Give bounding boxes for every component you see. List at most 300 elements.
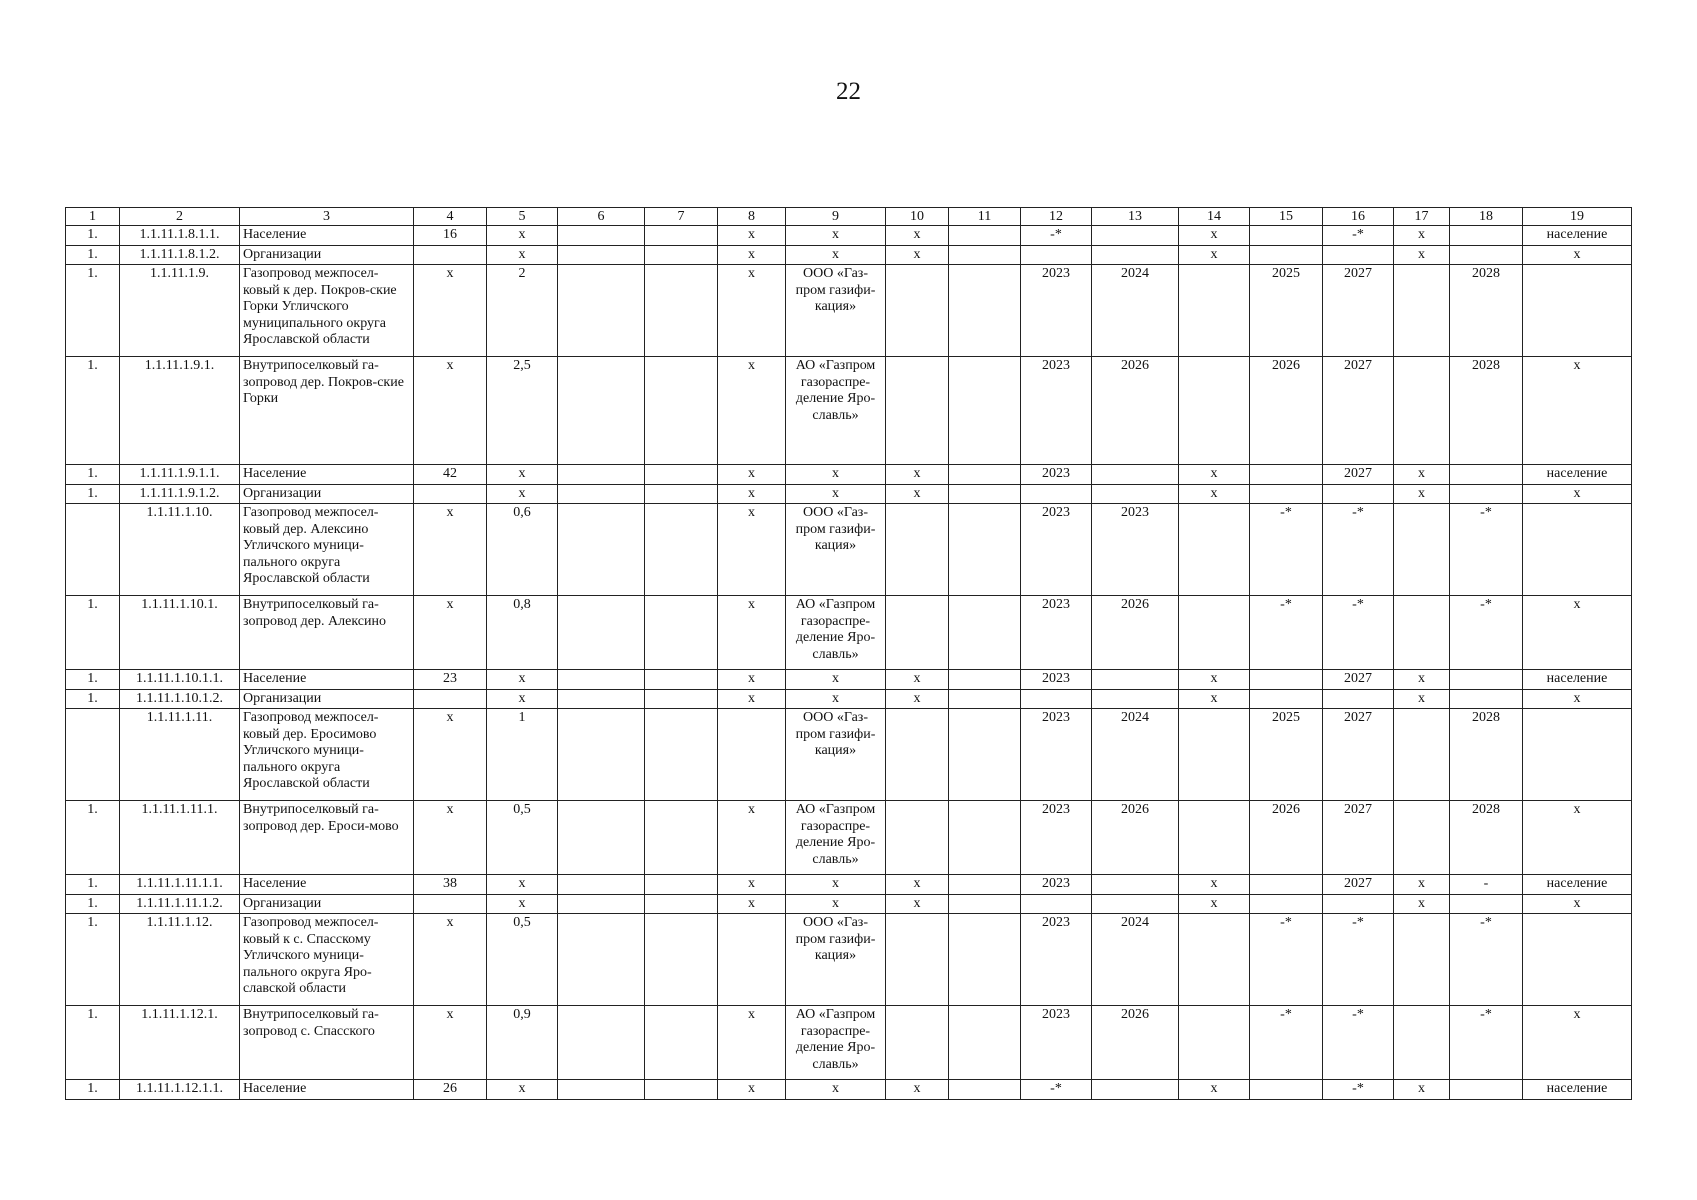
table-cell: х	[1394, 245, 1450, 265]
table-cell	[645, 596, 718, 670]
table-cell	[1450, 226, 1523, 246]
table-cell: население	[1523, 226, 1632, 246]
table-cell	[949, 670, 1021, 690]
table-cell: 1.	[66, 1080, 120, 1100]
table-cell: х	[1394, 465, 1450, 485]
table-cell: 1.	[66, 596, 120, 670]
table-cell: х	[718, 484, 786, 504]
table-cell	[558, 875, 645, 895]
table-cell: -*	[1450, 914, 1523, 1006]
column-number: 16	[1323, 208, 1394, 226]
table-cell: Газопровод межпосел-ковый дер. Еросимово Угличского муници-пального округа Ярославской области	[240, 709, 414, 801]
table-cell: х	[786, 875, 886, 895]
table-cell: 16	[414, 226, 487, 246]
table-cell: х	[1179, 226, 1250, 246]
table-cell	[1450, 245, 1523, 265]
table-cell: х	[786, 226, 886, 246]
table-cell	[558, 484, 645, 504]
table-cell: Организации	[240, 484, 414, 504]
table-cell: х	[886, 226, 949, 246]
table-cell: х	[1523, 1006, 1632, 1080]
table-row	[66, 801, 1632, 875]
table-cell	[645, 484, 718, 504]
table-cell: х	[1394, 484, 1450, 504]
table-cell	[1450, 484, 1523, 504]
column-number: 6	[558, 208, 645, 226]
table-cell	[1179, 265, 1250, 357]
table-cell: 1.1.11.1.11.1.2.	[120, 894, 240, 914]
table-cell: х	[718, 357, 786, 465]
table-row	[66, 1006, 1632, 1080]
column-number-row	[66, 208, 1632, 226]
table-cell	[645, 709, 718, 801]
table-row	[66, 245, 1632, 265]
table-cell: 2028	[1450, 265, 1523, 357]
table-cell: х	[1179, 1080, 1250, 1100]
table-cell: -*	[1021, 226, 1092, 246]
table-cell	[1179, 357, 1250, 465]
table-cell: 2023	[1021, 465, 1092, 485]
table-cell	[1394, 801, 1450, 875]
table-cell: 2026	[1250, 801, 1323, 875]
table-cell: 2027	[1323, 670, 1394, 690]
table-cell: 2027	[1323, 357, 1394, 465]
table-cell	[1450, 894, 1523, 914]
table-cell: Газопровод межпосел-ковый к дер. Покров-ские Горки Угличского муниципального округа Ярославской области	[240, 265, 414, 357]
table-cell: -*	[1450, 1006, 1523, 1080]
table-cell: 2026	[1092, 596, 1179, 670]
table-cell	[1523, 265, 1632, 357]
table-cell	[1179, 914, 1250, 1006]
table-cell: х	[1394, 689, 1450, 709]
table-cell	[949, 894, 1021, 914]
table-cell	[558, 914, 645, 1006]
table-cell: АО «Газпром газораспре-деление Яро-славль»	[786, 1006, 886, 1080]
table-cell: 1.	[66, 801, 120, 875]
table-cell: х	[487, 484, 558, 504]
table-row	[66, 504, 1632, 596]
table-cell	[718, 709, 786, 801]
table-cell	[645, 245, 718, 265]
table-cell: х	[1394, 226, 1450, 246]
table-cell: х	[718, 504, 786, 596]
table-cell: х	[414, 357, 487, 465]
table-cell: 2023	[1021, 1006, 1092, 1080]
table-cell	[1250, 875, 1323, 895]
table-cell: х	[1394, 670, 1450, 690]
table-cell: 1.1.11.1.11.1.	[120, 801, 240, 875]
table-cell	[949, 875, 1021, 895]
table-cell: 2023	[1021, 801, 1092, 875]
table-cell	[949, 226, 1021, 246]
table-cell: ООО «Газ-пром газифи-кация»	[786, 914, 886, 1006]
column-number: 17	[1394, 208, 1450, 226]
table-row	[66, 875, 1632, 895]
table-cell: х	[786, 894, 886, 914]
table-cell: х	[1523, 689, 1632, 709]
table-cell	[1323, 689, 1394, 709]
table-cell: 1.	[66, 914, 120, 1006]
table-cell: х	[1179, 894, 1250, 914]
table-cell: -*	[1250, 1006, 1323, 1080]
table-cell	[1021, 245, 1092, 265]
table-cell: 1.1.11.1.8.1.1.	[120, 226, 240, 246]
table-cell	[645, 801, 718, 875]
table-cell: 2023	[1021, 914, 1092, 1006]
table-row	[66, 596, 1632, 670]
table-cell: х	[786, 689, 886, 709]
table-cell	[1394, 914, 1450, 1006]
table-cell: 1.1.11.1.11.	[120, 709, 240, 801]
table-cell	[414, 484, 487, 504]
table-cell	[1250, 245, 1323, 265]
table-cell	[645, 875, 718, 895]
table-cell: 2023	[1021, 709, 1092, 801]
table-cell	[645, 265, 718, 357]
table-cell: 1.	[66, 226, 120, 246]
table-cell: 2028	[1450, 357, 1523, 465]
table-cell	[1394, 357, 1450, 465]
table-cell	[645, 1006, 718, 1080]
table-cell: х	[1394, 875, 1450, 895]
table-cell	[886, 914, 949, 1006]
table-cell: х	[487, 245, 558, 265]
table-cell: 0,6	[487, 504, 558, 596]
table-cell	[1179, 504, 1250, 596]
table-cell	[1394, 709, 1450, 801]
table-cell: 1.1.11.1.12.	[120, 914, 240, 1006]
table-cell: 2023	[1092, 504, 1179, 596]
table-cell: х	[718, 689, 786, 709]
table-row	[66, 670, 1632, 690]
table-cell: 0,5	[487, 801, 558, 875]
table-cell: Внутрипоселковый га-зопровод дер. Ероси-мово	[240, 801, 414, 875]
table-cell	[1523, 504, 1632, 596]
table-cell: население	[1523, 465, 1632, 485]
table-cell: х	[1179, 875, 1250, 895]
table-cell: Внутрипоселковый га-зопровод с. Спасского	[240, 1006, 414, 1080]
table-cell	[1523, 914, 1632, 1006]
table-row	[66, 357, 1632, 465]
table-cell	[1179, 801, 1250, 875]
table-cell	[1323, 894, 1394, 914]
table-cell: 2027	[1323, 265, 1394, 357]
table-cell: 1.	[66, 894, 120, 914]
table-cell	[949, 801, 1021, 875]
table-cell	[949, 465, 1021, 485]
table-cell: 1.1.11.1.12.1.1.	[120, 1080, 240, 1100]
table-cell	[1323, 484, 1394, 504]
table-cell: 1.1.11.1.10.1.	[120, 596, 240, 670]
table-cell: 2026	[1092, 357, 1179, 465]
table-cell: х	[786, 484, 886, 504]
table-cell: 2027	[1323, 801, 1394, 875]
table-cell: 1.	[66, 670, 120, 690]
table-cell	[645, 226, 718, 246]
table-cell	[414, 894, 487, 914]
table-cell: Организации	[240, 245, 414, 265]
table-cell	[1092, 894, 1179, 914]
table-cell: Население	[240, 1080, 414, 1100]
table-cell: х	[718, 1006, 786, 1080]
table-cell	[1250, 465, 1323, 485]
table-cell: -*	[1323, 1006, 1394, 1080]
table-cell	[645, 357, 718, 465]
table-cell	[886, 504, 949, 596]
table-row	[66, 894, 1632, 914]
table-cell: Газопровод межпосел-ковый к с. Спасскому Угличского муници-пального округа Яро-славской области	[240, 914, 414, 1006]
table-cell	[949, 596, 1021, 670]
table-cell: х	[487, 465, 558, 485]
table-cell: х	[1179, 245, 1250, 265]
table-cell	[558, 596, 645, 670]
table-cell: х	[886, 670, 949, 690]
column-number: 12	[1021, 208, 1092, 226]
table-cell	[1450, 689, 1523, 709]
table-cell	[645, 670, 718, 690]
table-cell: Организации	[240, 894, 414, 914]
table-cell	[1092, 465, 1179, 485]
table-cell: 1.	[66, 465, 120, 485]
table-cell	[1021, 894, 1092, 914]
table-cell: Население	[240, 875, 414, 895]
table-cell: х	[487, 1080, 558, 1100]
table-cell: -*	[1250, 504, 1323, 596]
table-row	[66, 484, 1632, 504]
table-cell: 1.1.11.1.11.1.1.	[120, 875, 240, 895]
table-cell: 2027	[1323, 709, 1394, 801]
table-cell: ООО «Газ-пром газифи-кация»	[786, 265, 886, 357]
table-cell	[1092, 245, 1179, 265]
table-cell: Население	[240, 670, 414, 690]
table-cell	[886, 265, 949, 357]
table-cell: 2023	[1021, 670, 1092, 690]
table-cell: Организации	[240, 689, 414, 709]
table-cell	[1523, 709, 1632, 801]
table-cell: 1.1.11.1.9.1.2.	[120, 484, 240, 504]
table-cell: 1.	[66, 357, 120, 465]
table-cell: 0,5	[487, 914, 558, 1006]
table-cell: 2	[487, 265, 558, 357]
table-cell	[949, 245, 1021, 265]
table-cell: х	[786, 1080, 886, 1100]
table-cell: население	[1523, 1080, 1632, 1100]
table-cell	[1092, 226, 1179, 246]
table-cell	[645, 689, 718, 709]
table-cell: х	[1523, 245, 1632, 265]
table-cell: х	[487, 875, 558, 895]
table-cell: -*	[1250, 596, 1323, 670]
table-cell	[645, 504, 718, 596]
table-cell: х	[1394, 1080, 1450, 1100]
table-cell: х	[1523, 894, 1632, 914]
table-cell: х	[1179, 670, 1250, 690]
table-cell: х	[886, 689, 949, 709]
table-cell: 2027	[1323, 465, 1394, 485]
table-cell	[886, 709, 949, 801]
table-row	[66, 465, 1632, 485]
table-cell: 2024	[1092, 709, 1179, 801]
table-cell: х	[886, 465, 949, 485]
column-number: 18	[1450, 208, 1523, 226]
table-cell	[886, 596, 949, 670]
table-cell	[645, 1080, 718, 1100]
table-cell: ООО «Газ-пром газифи-кация»	[786, 504, 886, 596]
table-cell: х	[1523, 357, 1632, 465]
table-cell	[949, 914, 1021, 1006]
table-cell: -*	[1323, 226, 1394, 246]
table-cell: население	[1523, 670, 1632, 690]
table-body	[66, 208, 1632, 1100]
table-cell	[1092, 670, 1179, 690]
table-row	[66, 1080, 1632, 1100]
table-cell	[949, 1006, 1021, 1080]
table-cell: х	[786, 245, 886, 265]
column-number: 2	[120, 208, 240, 226]
table-cell	[1394, 265, 1450, 357]
table-cell	[1450, 465, 1523, 485]
table-cell: население	[1523, 875, 1632, 895]
table-cell: 1.	[66, 1006, 120, 1080]
table-row	[66, 226, 1632, 246]
table-cell: 26	[414, 1080, 487, 1100]
table-cell: -*	[1250, 914, 1323, 1006]
table-cell: х	[718, 465, 786, 485]
column-number: 4	[414, 208, 487, 226]
table-cell	[645, 894, 718, 914]
table-cell: х	[786, 670, 886, 690]
column-number: 10	[886, 208, 949, 226]
table-cell	[1394, 1006, 1450, 1080]
table-cell: 1.1.11.1.10.1.1.	[120, 670, 240, 690]
table-cell	[645, 914, 718, 1006]
table-cell: -*	[1450, 504, 1523, 596]
table-cell	[1092, 875, 1179, 895]
table-cell: АО «Газпром газораспре-деление Яро-славль»	[786, 596, 886, 670]
table-cell: 2027	[1323, 875, 1394, 895]
table-cell: х	[886, 1080, 949, 1100]
table-cell: х	[886, 484, 949, 504]
table-cell: Население	[240, 465, 414, 485]
table-cell: х	[414, 596, 487, 670]
table-cell	[558, 245, 645, 265]
table-cell	[886, 801, 949, 875]
table-cell: 1.	[66, 484, 120, 504]
column-number: 8	[718, 208, 786, 226]
table-cell	[949, 709, 1021, 801]
table-cell: 2023	[1021, 504, 1092, 596]
table-cell	[558, 465, 645, 485]
table-cell: Газопровод межпосел-ковый дер. Алексино Угличского муници-пального округа Ярославской области	[240, 504, 414, 596]
column-number: 14	[1179, 208, 1250, 226]
table-cell: 0,8	[487, 596, 558, 670]
table-cell: х	[1523, 596, 1632, 670]
table-cell: х	[718, 596, 786, 670]
table-cell: -*	[1450, 596, 1523, 670]
table-cell: -*	[1323, 504, 1394, 596]
table-cell: х	[414, 801, 487, 875]
table-cell	[949, 265, 1021, 357]
table-cell: 2028	[1450, 709, 1523, 801]
table-cell	[1394, 504, 1450, 596]
table-cell: х	[718, 245, 786, 265]
table-cell	[414, 689, 487, 709]
table-cell: х	[718, 894, 786, 914]
table-cell	[1323, 245, 1394, 265]
table-cell: 2,5	[487, 357, 558, 465]
table-cell: 2026	[1092, 801, 1179, 875]
table-cell	[1250, 670, 1323, 690]
table-row	[66, 265, 1632, 357]
table-cell	[645, 465, 718, 485]
table-cell: х	[886, 894, 949, 914]
table-cell: 1.1.11.1.8.1.2.	[120, 245, 240, 265]
table-cell	[1092, 689, 1179, 709]
table-cell: х	[487, 670, 558, 690]
table-cell: 2026	[1092, 1006, 1179, 1080]
table-cell	[1250, 1080, 1323, 1100]
column-number: 15	[1250, 208, 1323, 226]
table-cell: 42	[414, 465, 487, 485]
table-cell: х	[718, 670, 786, 690]
table-cell: 2023	[1021, 357, 1092, 465]
table-cell	[949, 1080, 1021, 1100]
table-cell: х	[414, 914, 487, 1006]
column-number: 7	[645, 208, 718, 226]
table-cell	[1250, 689, 1323, 709]
page-number: 22	[836, 78, 861, 105]
table-cell	[66, 709, 120, 801]
table-cell: х	[718, 226, 786, 246]
table-cell: х	[1179, 484, 1250, 504]
table-cell	[414, 245, 487, 265]
table-cell: -*	[1323, 596, 1394, 670]
table-row	[66, 914, 1632, 1006]
table-cell	[886, 1006, 949, 1080]
table-cell	[1394, 596, 1450, 670]
table-cell: 2024	[1092, 914, 1179, 1006]
table-cell	[949, 484, 1021, 504]
table-cell: х	[718, 801, 786, 875]
table-cell: 1.	[66, 875, 120, 895]
table-cell: -	[1450, 875, 1523, 895]
table-cell	[1450, 1080, 1523, 1100]
table-cell: 1.1.11.1.10.1.2.	[120, 689, 240, 709]
table-cell	[558, 504, 645, 596]
column-number: 13	[1092, 208, 1179, 226]
table-cell	[558, 226, 645, 246]
table-cell	[1250, 484, 1323, 504]
table-cell: Внутрипоселковый га-зопровод дер. Алексино	[240, 596, 414, 670]
table-row	[66, 709, 1632, 801]
table-cell: 1.	[66, 265, 120, 357]
table-cell	[1092, 1080, 1179, 1100]
table-cell	[558, 357, 645, 465]
table-cell	[1250, 894, 1323, 914]
table-cell: х	[786, 465, 886, 485]
table-cell: х	[487, 226, 558, 246]
table-cell: 2023	[1021, 875, 1092, 895]
table-cell	[66, 504, 120, 596]
table-cell: 2026	[1250, 357, 1323, 465]
table-cell	[949, 504, 1021, 596]
table-cell	[1021, 484, 1092, 504]
table-cell: 1	[487, 709, 558, 801]
table-cell	[1179, 709, 1250, 801]
table-cell: 1.1.11.1.9.	[120, 265, 240, 357]
column-number: 11	[949, 208, 1021, 226]
table-row	[66, 689, 1632, 709]
